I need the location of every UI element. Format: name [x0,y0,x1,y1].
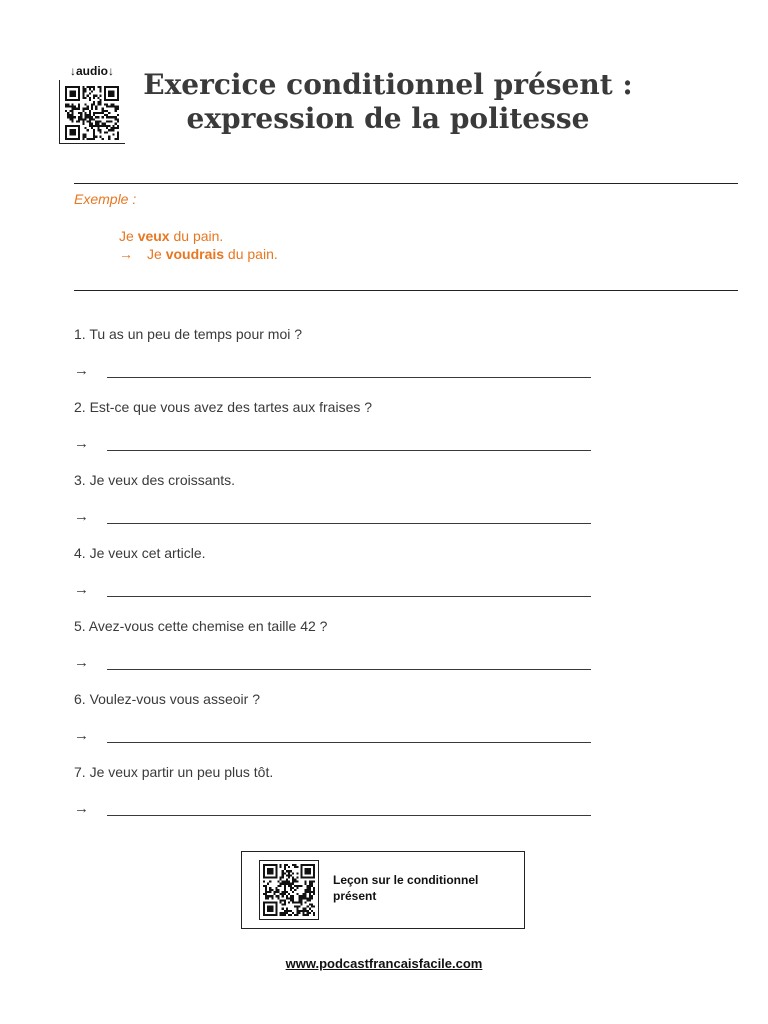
answer-row[interactable] [74,800,594,820]
audio-label: ↓audio↓ [70,64,114,78]
answer-blank[interactable] [107,450,591,451]
qr-code-icon[interactable] [263,864,315,916]
arrow-icon: → [74,581,89,598]
exercise-list [74,326,634,837]
divider-top [74,183,738,184]
qr-code-icon[interactable] [65,86,119,140]
example-answer-verb: voudrais [165,246,225,262]
answer-blank[interactable] [107,523,591,524]
example-answer-pre: Je [147,246,166,262]
answer-blank[interactable] [107,669,591,670]
exercise-question: 3. Je veux des croissants. [74,472,236,488]
exercise-question: 2. Est-ce que vous avez des tartes aux fraises ? [74,399,373,415]
title-line-2: expression de la politesse [186,102,590,135]
exercise-item [74,326,634,399]
answer-row[interactable] [74,654,594,674]
exercise-item [74,472,634,545]
example-text-pre: Je [119,228,138,244]
exercise-question: 6. Voulez-vous vous asseoir ? [74,691,260,707]
website-link[interactable]: www.podcastfrancaisfacile.com [285,956,483,971]
arrow-icon: → [74,508,89,525]
exercise-item [74,399,634,472]
divider-bottom [74,290,738,291]
example-text-post: du pain. [169,228,224,244]
exercise-item [74,691,634,764]
arrow-icon: → [74,654,89,671]
lesson-link-box[interactable] [241,851,525,929]
answer-row[interactable] [74,435,594,455]
lesson-link-text[interactable]: Leçon sur le conditionnel présent [333,873,479,903]
answer-row[interactable] [74,727,594,747]
answer-row[interactable] [74,362,594,382]
arrow-icon: → [74,362,89,379]
audio-frame-left [59,80,60,144]
answer-blank[interactable] [107,742,591,743]
arrow-icon: → [74,727,89,744]
arrow-icon: → [74,435,89,452]
example-label: Exemple : [74,191,137,207]
exercise-question: 1. Tu as un peu de temps pour moi ? [74,326,303,342]
example-verb: veux [137,228,170,244]
arrow-icon: → [119,246,133,262]
exercise-question: 4. Je veux cet article. [74,545,206,561]
exercise-question: 5. Avez-vous cette chemise en taille 42 ? [74,618,328,634]
page-title [128,68,648,136]
example-answer-post: du pain. [224,246,278,262]
exercise-item [74,764,634,837]
title-line-1: Exercice conditionnel présent : [143,68,633,101]
answer-row[interactable] [74,508,594,528]
exercise-item [74,618,634,691]
example-sentence [119,228,223,244]
answer-blank[interactable] [107,377,591,378]
audio-qr-block[interactable] [59,62,125,144]
audio-frame-bottom [59,143,125,144]
arrow-icon: → [74,800,89,817]
qr-frame [259,860,319,920]
exercise-item [74,545,634,618]
exercise-question: 7. Je veux partir un peu plus tôt. [74,764,274,780]
example-answer [119,246,278,262]
answer-row[interactable] [74,581,594,601]
answer-blank[interactable] [107,596,591,597]
answer-blank[interactable] [107,815,591,816]
